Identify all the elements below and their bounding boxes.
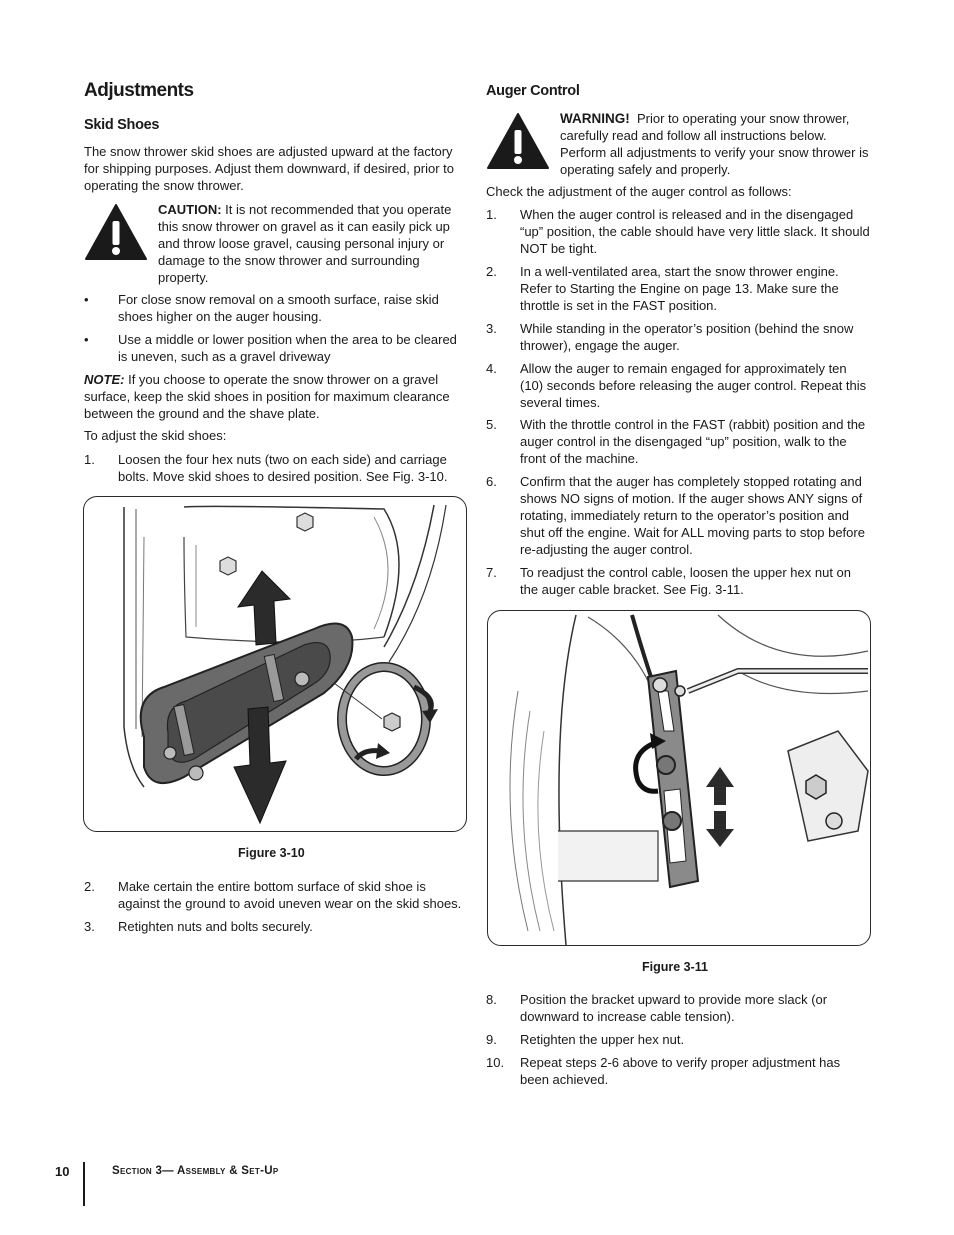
note-body: If you choose to operate the snow thrower on a gravel surface, keep the skid shoes in position for maximum clearance between the ground and the shave plate. — [84, 372, 450, 421]
list-item — [84, 291, 468, 325]
step-text: When the auger control is released and in the disengaged “up” position, the cable should have very little slack. It should NOT be tight. — [520, 207, 870, 256]
step-text: Repeat steps 2-6 above to verify proper adjustment has been achieved. — [520, 1055, 841, 1087]
list-item — [84, 918, 468, 935]
step-text: While standing in the operator’s position (behind the snow thrower), engage the auger. — [520, 321, 854, 353]
bullet-icon: • — [84, 292, 89, 307]
step-number: 1. — [84, 452, 95, 467]
list-item — [84, 331, 468, 365]
step-number: 10. — [486, 1055, 505, 1070]
warning-text — [560, 110, 870, 178]
step-number: 3. — [84, 919, 95, 934]
step-number: 1. — [486, 207, 497, 222]
skid-shoes-heading: Skid Shoes — [84, 117, 160, 133]
skid-shoes-intro: The snow thrower skid shoes are adjusted upward at the factory for shipping purposes. Adjust them downward, if desired, prior to operating the snow thrower. — [84, 144, 454, 193]
step-number: 4. — [486, 361, 497, 376]
bullet-text: Use a middle or lower position when the area to be cleared is uneven, such as a gravel driveway — [118, 332, 457, 364]
figure-3-11-caption: Figure 3-11 — [642, 960, 708, 974]
step-text: With the throttle control in the FAST (rabbit) position and the auger control in the disengaged “up” position, walk to the front of the machine. — [520, 417, 866, 466]
step-text: Position the bracket upward to provide more slack (or downward to increase cable tension). — [520, 992, 828, 1024]
step-number: 9. — [486, 1032, 497, 1047]
list-item — [486, 473, 870, 558]
step-text: Allow the auger to remain engaged for approximately ten (10) seconds before releasing the auger control. Repeat this several times. — [520, 361, 867, 410]
list-item — [486, 416, 870, 467]
step-text: To readjust the control cable, loosen the upper hex nut on the auger cable bracket. See Fig. 3-11. — [520, 565, 851, 597]
step-number: 3. — [486, 321, 497, 336]
step-text: Retighten the upper hex nut. — [520, 1032, 685, 1047]
list-item — [84, 451, 468, 485]
list-item — [486, 206, 870, 257]
figure-3-11 — [487, 610, 871, 946]
step-number: 5. — [486, 417, 497, 432]
step-number: 2. — [84, 879, 95, 894]
step-text: Loosen the four hex nuts (two on each side) and carriage bolts. Move skid shoes to desired position. See Fig. 3-10. — [118, 452, 448, 484]
step-number: 7. — [486, 565, 497, 580]
step-text: Retighten nuts and bolts securely. — [118, 919, 313, 934]
list-item — [486, 1031, 870, 1048]
page-number: 10 — [55, 1164, 70, 1179]
warning-icon — [486, 112, 550, 174]
bullet-icon: • — [84, 332, 89, 347]
list-item — [486, 1054, 870, 1088]
footer-divider — [83, 1162, 85, 1206]
list-item — [486, 564, 870, 598]
warning-label: WARNING! — [560, 111, 630, 126]
caution-text — [158, 201, 468, 286]
step-text: Confirm that the auger has completely stopped rotating and shows NO signs of motion. If the auger shows ANY signs of rotating, immediately return to the operator’s position and shut off the engine. Wait for ALL moving parts to stop before re-adjusting the auger control. — [520, 474, 865, 557]
footer-section: Section 3— Assembly & Set-Up — [112, 1165, 279, 1177]
page-title: Adjustments — [84, 80, 194, 101]
figure-3-10-caption: Figure 3-10 — [238, 846, 305, 860]
list-item — [486, 320, 870, 354]
step-number: 8. — [486, 992, 497, 1007]
caution-label: CAUTION: — [158, 202, 222, 217]
note-label: NOTE: — [84, 372, 125, 387]
step-text: Make certain the entire bottom surface of skid shoe is against the ground to avoid uneven wear on the skid shoes. — [118, 879, 462, 911]
step-number: 2. — [486, 264, 497, 279]
to-adjust-text: To adjust the skid shoes: — [84, 428, 227, 443]
caution-body: It is not recommended that you operate this snow thrower on gravel as it can easily pick up and throw loose gravel, causing personal injury or damage to the snow thrower and surrounding property. — [158, 202, 452, 285]
list-item — [486, 263, 870, 314]
step-number: 6. — [486, 474, 497, 489]
auger-control-heading: Auger Control — [486, 83, 580, 99]
bullet-text: For close snow removal on a smooth surface, raise skid shoes higher on the auger housing. — [118, 292, 439, 324]
note-paragraph — [84, 371, 468, 422]
list-item — [84, 878, 468, 912]
caution-icon — [84, 203, 148, 265]
warning-body: Prior to operating your snow thrower, carefully read and follow all instructions below. Perform all adjustments to verify your snow thrower is operating safely and properly. — [560, 111, 869, 177]
list-item — [486, 360, 870, 411]
figure-3-10 — [83, 496, 467, 832]
step-text: In a well-ventilated area, start the snow thrower engine. Refer to Starting the Engine on page 13. Make sure the throttle is set in the FAST position. — [520, 264, 839, 313]
list-item — [486, 991, 870, 1025]
check-intro: Check the adjustment of the auger control as follows: — [486, 184, 792, 199]
